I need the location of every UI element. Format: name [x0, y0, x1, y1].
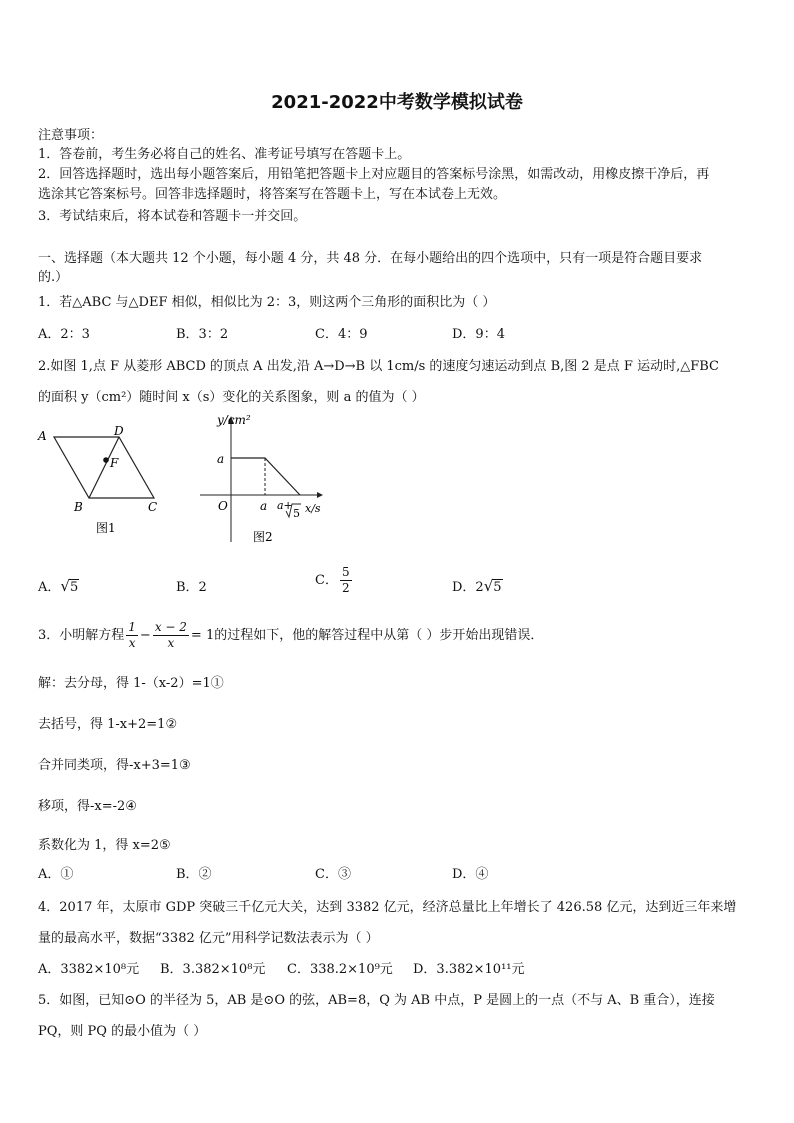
q4-option-d[interactable]: D．3.382×10¹¹元	[413, 962, 525, 977]
q3-minus: −	[139, 628, 151, 643]
q5-stem-line1: 5．如图，已知⊙O 的半径为 5，AB 是⊙O 的弦，AB=8，Q 为 AB 中点，P 是圆上的一点（不与 A、B 重合），连接	[38, 993, 715, 1008]
q2-option-b[interactable]: B．2	[176, 580, 207, 595]
figure-1-caption: 图1	[96, 521, 116, 535]
q1-option-d[interactable]: D．9：4	[452, 327, 505, 342]
x-value-a-plus: a+	[277, 499, 293, 512]
q4-option-c[interactable]: C．338.2×10⁹元	[287, 962, 393, 977]
notice-item-3: 3．考试结束后，将本试卷和答题卡一并交回。	[38, 209, 307, 224]
q3-frac2-den: x	[167, 636, 175, 650]
q5-stem-line2: PQ，则 PQ 的最小值为（ ）	[38, 1024, 207, 1039]
label-f: F	[110, 456, 119, 470]
q3-frac2-num: x − 2	[154, 620, 187, 634]
q3-option-b[interactable]: B．②	[176, 867, 212, 882]
q1-stem: 1．若△ABC 与△DEF 相似，相似比为 2：3，则这两个三角形的面积比为（ ）	[38, 295, 496, 310]
q1-option-b[interactable]: B．3：2	[176, 327, 229, 342]
x-value-a: a	[260, 499, 268, 513]
q2-option-c-numerator: 5	[341, 565, 350, 579]
q2-option-a-radicand: 5	[69, 580, 79, 595]
section-heading-cont: 的.）	[38, 270, 69, 285]
q3-option-a[interactable]: A．①	[38, 867, 74, 882]
q3-frac1-den: x	[128, 636, 136, 650]
figure-2-caption: 图2	[253, 530, 273, 544]
label-a: A	[38, 429, 47, 443]
figure-2-graph	[195, 410, 335, 550]
notice-heading: 注意事项：	[38, 128, 104, 143]
q4-option-a[interactable]: A．3382×10⁸元	[38, 962, 140, 977]
q4-stem-line1: 4．2017 年，太原市 GDP 突破三千亿元大关，达到 3382 亿元，经济总量比上年增长了 426.58 亿元，达到近三年来增	[38, 900, 737, 915]
y-value-a: a	[217, 452, 225, 466]
q3-frac1-num: 1	[128, 620, 136, 634]
q2-option-a-prefix: A．	[38, 580, 61, 595]
sqrt-symbol: √	[60, 577, 70, 595]
q3-stem-prefix: 3．小明解方程	[38, 628, 125, 643]
q2-stem-line1: 2.如图 1,点 F 从菱形 ABCD 的顶点 A 出发,沿 A→D→B 以 1cm/s 的速度匀速运动到点 B,图 2 是点 F 运动时,△FBC	[38, 359, 719, 374]
notice-item-2b: 选涂其它答案标号。回答非选择题时，将答案写在答题卡上，写在本试卷上无效。	[38, 187, 507, 202]
q3-option-d[interactable]: D．④	[452, 867, 489, 882]
x-value-root5: 5	[293, 507, 300, 520]
x-axis-arrow	[317, 492, 323, 498]
x-axis-label: x/s	[305, 502, 321, 515]
q4-stem-line2: 量的最高水平，数据“3382 亿元”用科学记数法表示为（ ）	[38, 931, 379, 946]
label-b: B	[74, 500, 83, 514]
q3-stem	[38, 620, 543, 651]
q2-option-c-denominator: 2	[341, 581, 350, 595]
label-c: C	[148, 500, 158, 514]
q3-option-c[interactable]: C．③	[315, 867, 351, 882]
sqrt-symbol: √	[483, 577, 494, 595]
page-title: 2021-2022中考数学模拟试卷	[271, 92, 523, 113]
notice-item-1: 1．答卷前，考生务必将自己的姓名、准考证号填写在答题卡上。	[38, 147, 411, 162]
section-heading: 一、选择题（本大题共 12 个小题，每小题 4 分，共 48 分．在每小题给出的四个选项中，只有一项是符合题目要求	[38, 251, 703, 266]
q3-step-5: 系数化为 1，得 x=2⑤	[38, 838, 171, 853]
q4-option-b[interactable]: B．3.382×10⁸元	[160, 962, 266, 977]
q2-option-c-prefix: C．	[315, 573, 338, 588]
q2-option-c[interactable]	[315, 565, 354, 596]
q1-option-a[interactable]: A．2：3	[38, 327, 90, 342]
origin-label: O	[218, 499, 228, 513]
y-axis-label: y/cm²	[217, 413, 251, 427]
q3-step-4: 移项，得-x=-2④	[38, 799, 137, 814]
q1-option-c[interactable]: C．4：9	[315, 327, 368, 342]
q3-step-3: 合并同类项，得-x+3=1③	[38, 758, 191, 773]
q2-option-a[interactable]	[38, 576, 79, 595]
q3-step-2: 去括号，得 1-x+2=1②	[38, 717, 178, 732]
q2-option-d-radicand: 5	[493, 580, 502, 595]
q3-equals: = 1	[190, 628, 215, 643]
notice-item-2a: 2．回答选择题时，选出每小题答案后，用铅笔把答题卡上对应题目的答案标号涂黑，如需改动，用橡皮擦干净后，再	[38, 167, 710, 182]
figure-1-rhombus	[34, 422, 174, 542]
q2-option-d-prefix: D．2	[452, 580, 484, 595]
q3-stem-suffix: 的过程如下，他的解答过程中从第（ ）步开始出现错误．	[214, 628, 544, 643]
q2-option-d[interactable]	[452, 576, 503, 595]
q2-stem-line2: 的面积 y（cm²）随时间 x（s）变化的关系图象，则 a 的值为（ ）	[38, 390, 425, 405]
label-d: D	[114, 424, 124, 438]
point-f	[103, 457, 109, 463]
q3-step-1: 解：去分母，得 1-（x-2）=1①	[38, 676, 224, 691]
